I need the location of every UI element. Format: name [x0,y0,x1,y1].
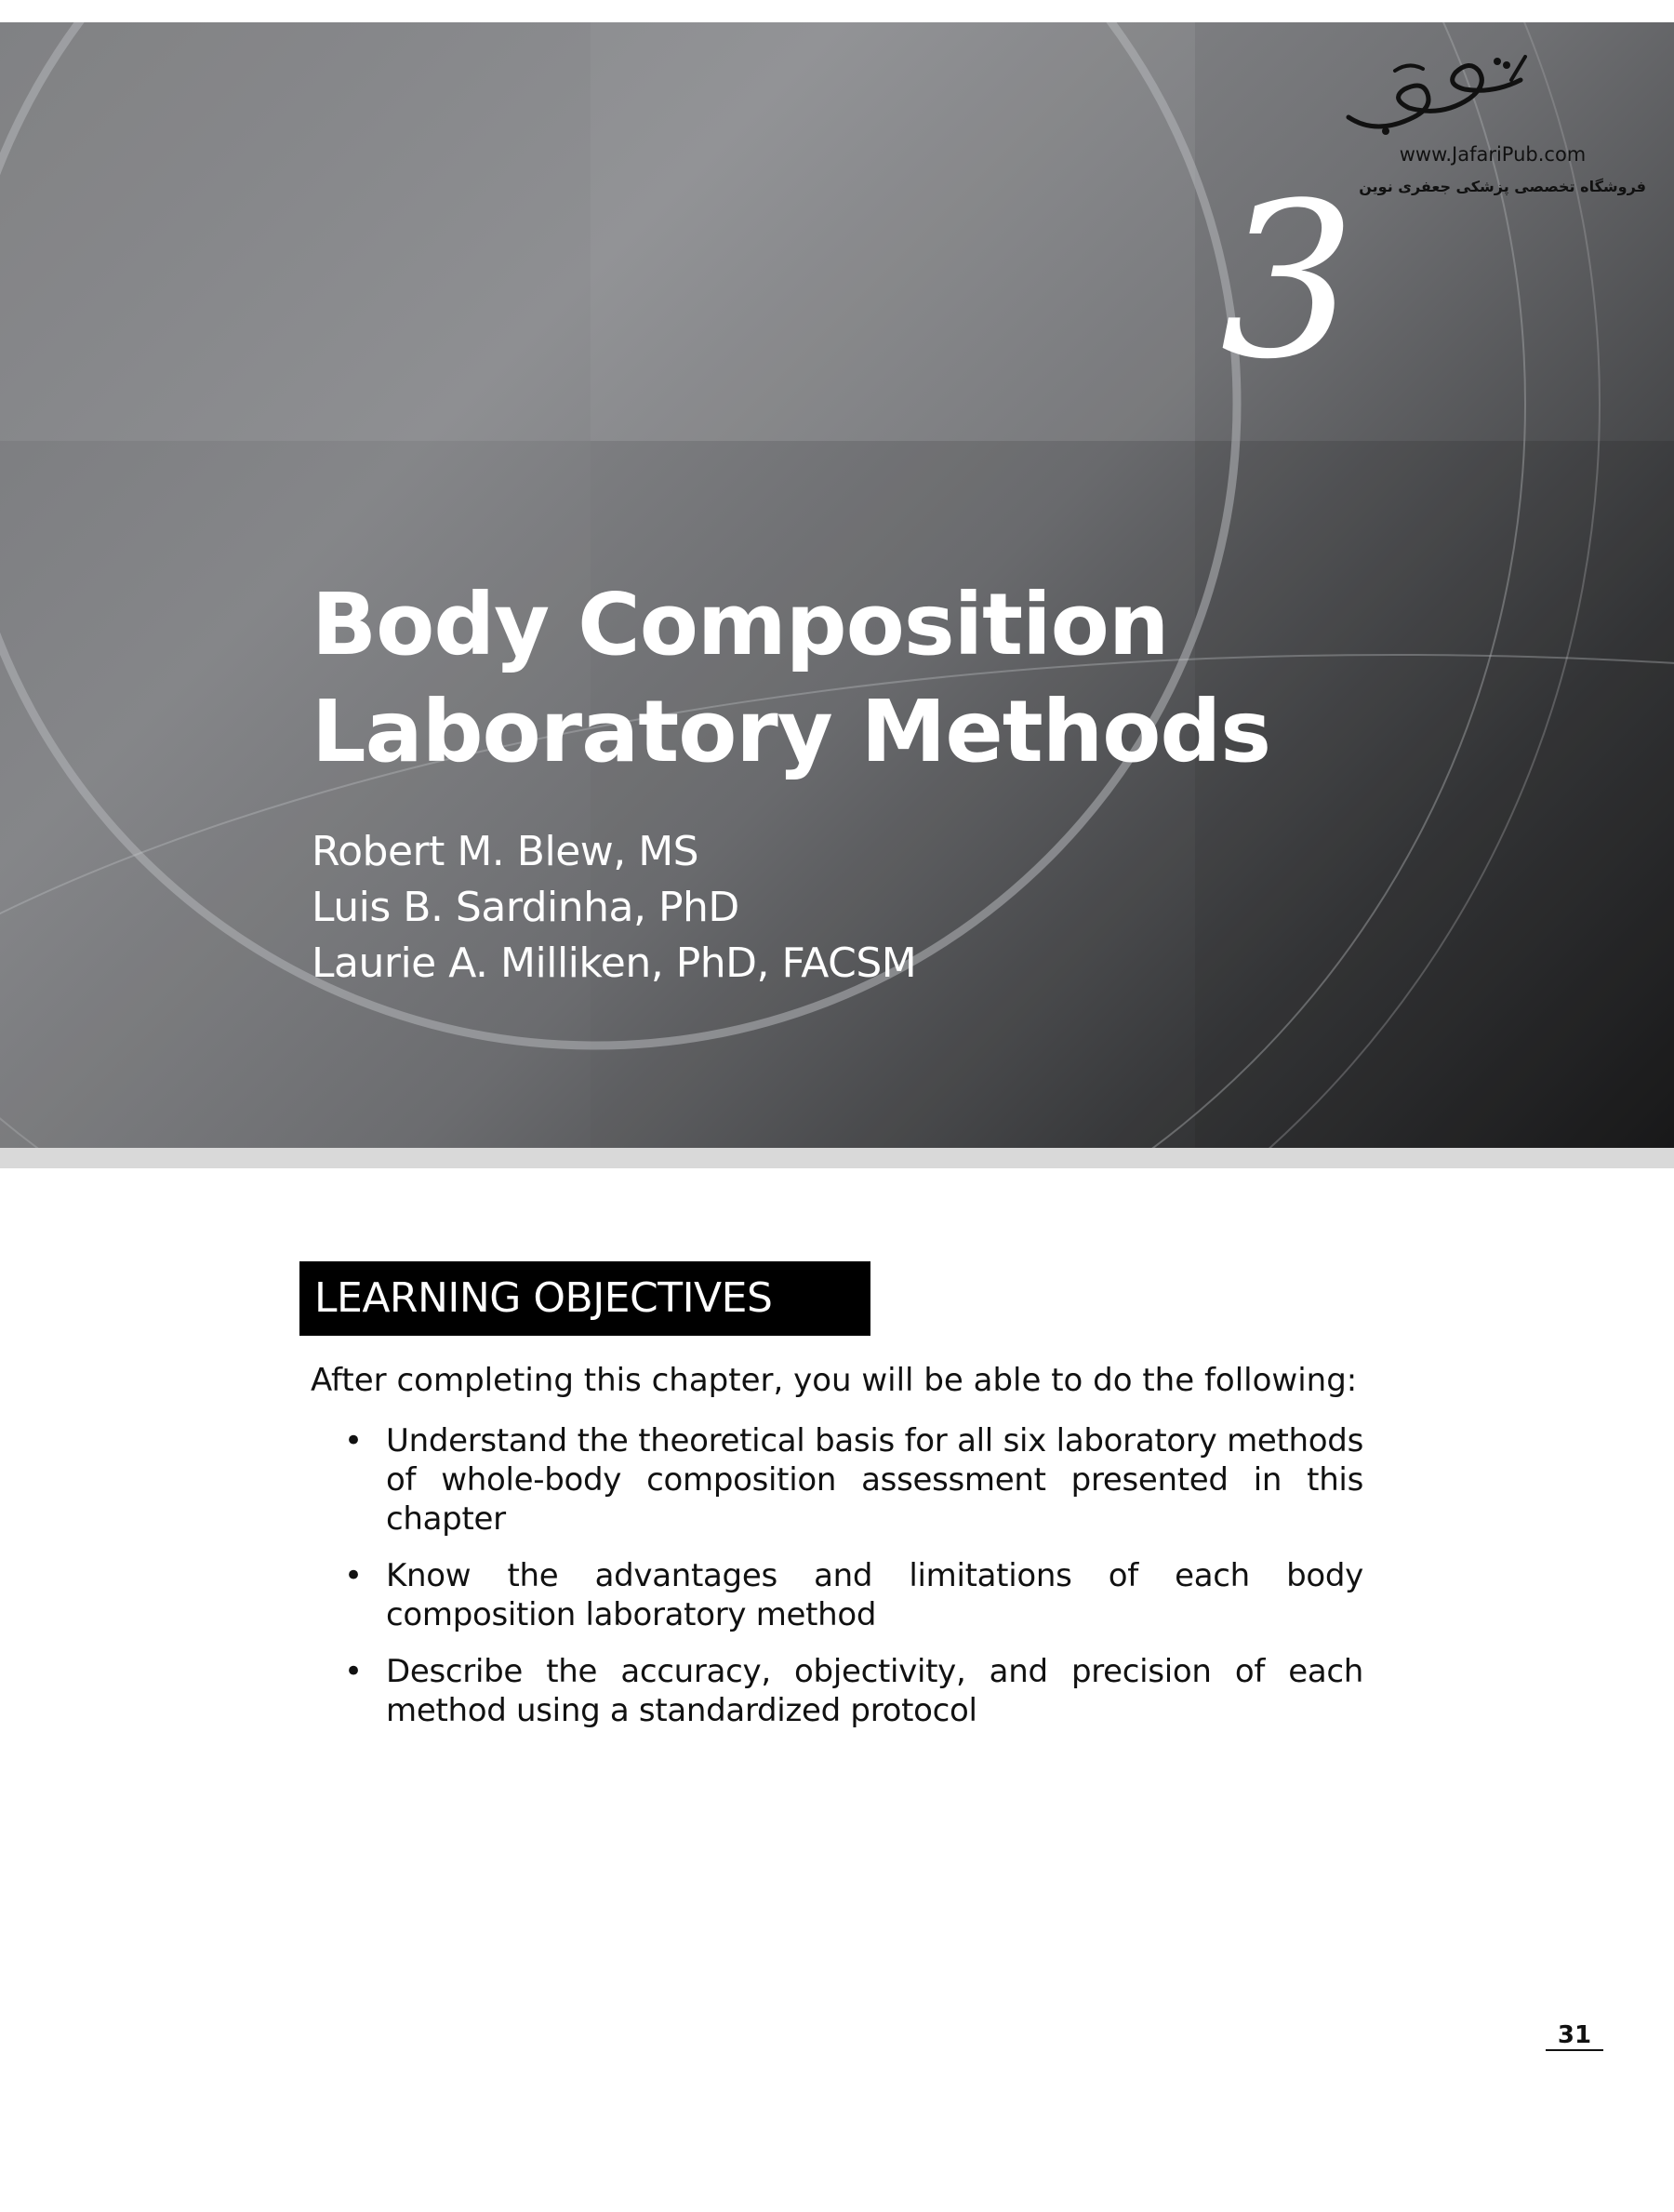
banner-bottom-strip [0,1148,1674,1168]
objective-item [344,1556,1363,1634]
publisher-tagline: فروشگاه تخصصی پزشکی جعفری نوین [1359,178,1646,195]
chapter-title-line-1: Body Composition [312,575,1169,674]
page-number: 31 [1546,2021,1603,2051]
bullet-icon: • [344,1422,363,1459]
learning-objectives-heading: LEARNING OBJECTIVES [299,1261,870,1336]
author-name: Laurie A. Milliken, PhD, FACSM [312,939,917,987]
publisher-url: www.JafariPub.com [1399,143,1587,166]
author-list [312,824,1335,992]
chapter-banner [0,22,1674,1148]
author-name: Luis B. Sardinha, PhD [312,884,739,931]
objective-text: Understand the theoretical basis for all six laboratory methods of whole-body composition assessment presented in this chapter [386,1422,1363,1538]
objective-item [344,1652,1363,1730]
chapter-title [312,571,1335,785]
author-name: Robert M. Blew, MS [312,828,699,875]
objective-text: Describe the accuracy, objectivity, and precision of each method using a standardized protocol [386,1653,1363,1729]
publisher-logo [1339,52,1646,210]
objectives-intro: After completing this chapter, you will be able to do the following: [311,1362,1358,1399]
objectives-list [344,1421,1363,1748]
objective-item [344,1421,1363,1539]
chapter-title-line-2: Laboratory Methods [312,682,1271,781]
calligraphy-logo-icon [1339,52,1534,140]
bullet-icon: • [344,1557,363,1594]
top-margin [0,0,1674,22]
objective-text: Know the advantages and limitations of each body composition laboratory method [386,1557,1363,1633]
bullet-icon: • [344,1653,363,1690]
chapter-number: 3 [1219,158,1357,406]
